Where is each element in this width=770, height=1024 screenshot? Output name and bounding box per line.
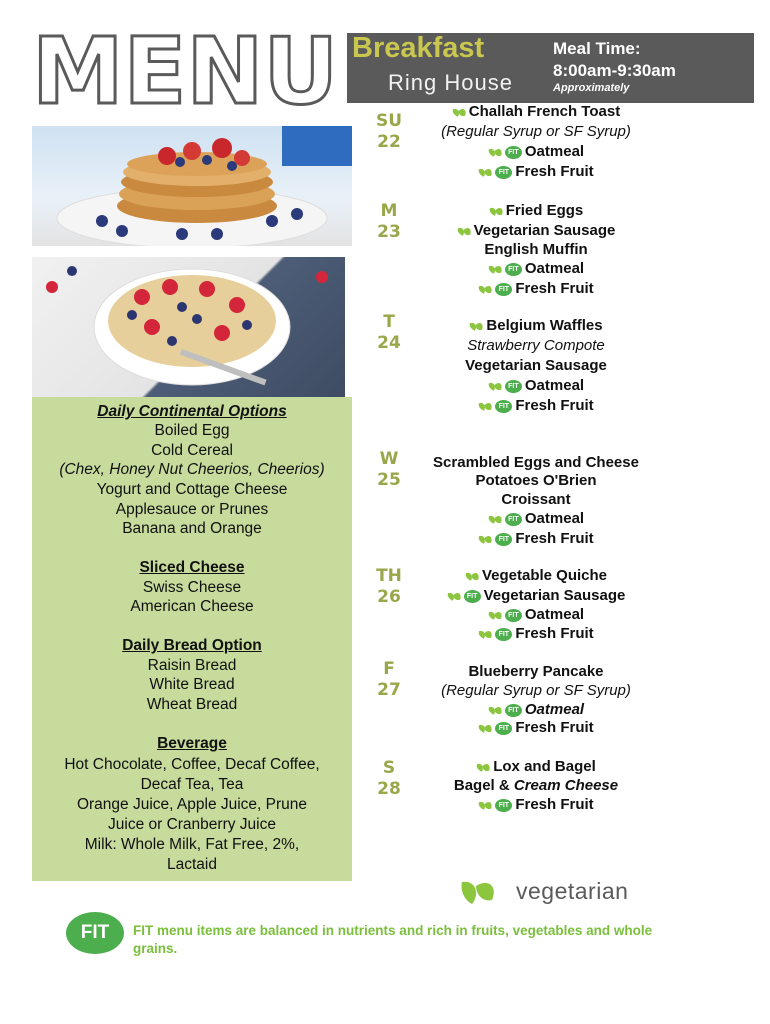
day-abbr: S [382, 758, 396, 778]
menu-item [406, 162, 666, 182]
menu-item-text: Fresh Fruit [515, 530, 594, 547]
menu-item-text: Fresh Fruit [515, 280, 594, 297]
fit-icon: FIT [505, 513, 522, 526]
fit-badge-icon: FIT [66, 912, 124, 954]
menu-item [406, 201, 666, 221]
day-date: 27 [377, 680, 401, 700]
vegetarian-leaf-icon [476, 758, 493, 775]
cheese-heading: Sliced Cheese [139, 559, 245, 576]
bread-item: Raisin Bread [147, 657, 237, 674]
day-date: 24 [377, 333, 401, 353]
fit-icon: FIT [495, 400, 512, 413]
menu-item-text: Cream Cheese [513, 777, 619, 794]
day-date: 25 [377, 470, 401, 490]
bread-heading: Daily Bread Option [122, 637, 262, 654]
fit-icon: FIT [505, 380, 522, 393]
vegetarian-leaf-icon [488, 260, 505, 277]
fit-icon: FIT [495, 722, 512, 735]
menu-item-text: Blueberry Pancake [468, 663, 604, 680]
continental-item: Applesauce or Prunes [115, 501, 269, 518]
continental-item: Boiled Egg [154, 422, 230, 439]
vegetarian-leaf-icon [489, 202, 506, 219]
cheese-item: Swiss Cheese [142, 579, 242, 596]
day-date: 28 [377, 779, 401, 799]
menu-item [406, 240, 666, 260]
menu-item [406, 453, 666, 473]
menu-item-text: Fresh Fruit [515, 796, 594, 813]
vegetarian-leaf-icon [488, 377, 505, 394]
menu-item-text: Potatoes O'Brien [475, 472, 597, 489]
vegetarian-leaf-icon [478, 719, 495, 736]
menu-item [406, 529, 666, 549]
vegetarian-leaf-icon [478, 796, 495, 813]
vegetarian-leaf-icon [478, 530, 495, 547]
day-abbr: M [380, 201, 398, 221]
menu-item [406, 566, 666, 586]
vegetarian-leaf-icon [488, 143, 505, 160]
menu-item [406, 259, 666, 279]
vegetarian-leaf-icon [452, 103, 469, 120]
menu-item-text: Fried Eggs [505, 202, 584, 219]
menu-item-text: Fresh Fruit [515, 163, 594, 180]
menu-item [406, 718, 666, 738]
beverage-line: Hot Chocolate, Coffee, Decaf Coffee, [64, 756, 320, 773]
fit-icon: FIT [495, 628, 512, 641]
menu-item [406, 102, 666, 122]
continental-item: (Chex, Honey Nut Cheerios, Cheerios) [59, 461, 325, 478]
pancakes-photo [32, 126, 352, 246]
vegetarian-leaf-icon [488, 701, 505, 718]
vegetarian-leaf-icon [478, 163, 495, 180]
menu-item [406, 681, 666, 701]
menu-item-text: Belgium Waffles [486, 317, 603, 334]
beverage-line: Orange Juice, Apple Juice, Prune [76, 796, 308, 813]
day-abbr: SU [375, 111, 403, 131]
beverage-heading: Beverage [157, 735, 227, 752]
vegetarian-leaf-icon [458, 876, 498, 913]
menu-item [406, 700, 666, 720]
menu-item-text: Oatmeal [524, 260, 585, 277]
vegetarian-leaf-icon [478, 625, 495, 642]
menu-item-text: Vegetarian Sausage [483, 587, 626, 604]
menu-item-text: Bagel & [453, 777, 514, 794]
menu-item-text: Fresh Fruit [515, 719, 594, 736]
vegetarian-leaf-icon [447, 587, 464, 604]
cheese-item: American Cheese [130, 598, 254, 615]
menu-item [406, 279, 666, 299]
bread-item: White Bread [149, 676, 235, 693]
fit-icon: FIT [505, 146, 522, 159]
meal-time: 8:00am-9:30am [553, 61, 676, 80]
menu-item [406, 757, 666, 777]
menu-item-text: Oatmeal [524, 510, 585, 527]
vegetarian-leaf-icon [469, 317, 486, 334]
menu-item [406, 509, 666, 529]
menu-item [406, 356, 666, 376]
vegetarian-leaf-icon [488, 606, 505, 623]
menu-logo: MENU [32, 18, 339, 125]
day-abbr: TH [376, 566, 402, 586]
location-name: Ring House [388, 70, 513, 95]
menu-item-text: Fresh Fruit [515, 625, 594, 642]
fit-icon: FIT [495, 533, 512, 546]
menu-item [406, 396, 666, 416]
fit-icon: FIT [505, 263, 522, 276]
meal-title: Breakfast [352, 32, 485, 64]
menu-item [406, 122, 666, 142]
beverage-line: Decaf Tea, Tea [140, 776, 244, 793]
menu-item-text: Vegetarian Sausage [465, 357, 607, 374]
vegetarian-leaf-icon [478, 280, 495, 297]
menu-item-text: Vegetarian Sausage [473, 222, 616, 239]
menu-item [406, 624, 666, 644]
menu-item [406, 221, 666, 241]
menu-item [406, 605, 666, 625]
fit-icon: FIT [495, 166, 512, 179]
beverage-line: Milk: Whole Milk, Fat Free, 2%, [84, 836, 300, 853]
meal-time-label: Meal Time: [553, 39, 641, 58]
vegetarian-leaf-icon [457, 222, 474, 239]
fit-icon: FIT [505, 609, 522, 622]
continental-item: Cold Cereal [151, 442, 233, 459]
menu-item [406, 142, 666, 162]
fit-icon: FIT [464, 590, 481, 603]
vegetarian-leaf-icon [465, 567, 482, 584]
day-date: 26 [377, 587, 401, 607]
menu-item [406, 795, 666, 815]
menu-item [406, 471, 666, 491]
fit-icon: FIT [505, 704, 522, 717]
day-abbr: T [383, 312, 395, 332]
continental-item: Yogurt and Cottage Cheese [96, 481, 288, 498]
menu-item-text: (Regular Syrup or SF Syrup) [441, 682, 631, 699]
continental-item: Banana and Orange [122, 520, 262, 537]
day-abbr: W [379, 449, 399, 469]
menu-item-text: Oatmeal [524, 143, 585, 160]
day-abbr: F [383, 659, 395, 679]
menu-item-text: Strawberry Compote [467, 337, 605, 354]
menu-item [406, 490, 666, 510]
fit-icon: FIT [495, 283, 512, 296]
menu-item-text: English Muffin [484, 241, 588, 258]
fit-note: FIT menu items are balanced in nutrients and rich in fruits, vegetables and whole grains. [133, 923, 653, 956]
menu-item-text: Vegetable Quiche [481, 567, 608, 584]
menu-item-text: Croissant [501, 491, 571, 508]
fit-icon: FIT [495, 799, 512, 812]
beverage-line: Juice or Cranberry Juice [108, 816, 276, 833]
menu-item [406, 376, 666, 396]
vegetarian-legend-label: vegetarian [516, 878, 629, 904]
oatmeal-photo [32, 257, 345, 397]
approx-note: Approximately [553, 82, 630, 94]
vegetarian-leaf-icon [478, 397, 495, 414]
menu-item [406, 586, 666, 606]
menu-item-text: Lox and Bagel [493, 758, 596, 775]
menu-item [406, 662, 666, 682]
menu-item-text: (Regular Syrup or SF Syrup) [441, 123, 631, 140]
menu-item-text: Challah French Toast [468, 103, 621, 120]
vegetarian-leaf-icon [488, 510, 505, 527]
menu-item-text: Scrambled Eggs and Cheese [433, 454, 639, 471]
menu-item [406, 776, 666, 796]
menu-item-text: Oatmeal [524, 701, 585, 718]
beverage-line: Lactaid [167, 856, 217, 873]
continental-heading: Daily Continental Options [97, 403, 287, 420]
menu-item [406, 336, 666, 356]
menu-item [406, 316, 666, 336]
menu-item-text: Oatmeal [524, 606, 585, 623]
day-date: 23 [377, 222, 401, 242]
bread-item: Wheat Bread [146, 696, 238, 713]
menu-item-text: Fresh Fruit [515, 397, 594, 414]
menu-item-text: Oatmeal [524, 377, 585, 394]
day-date: 22 [377, 132, 401, 152]
